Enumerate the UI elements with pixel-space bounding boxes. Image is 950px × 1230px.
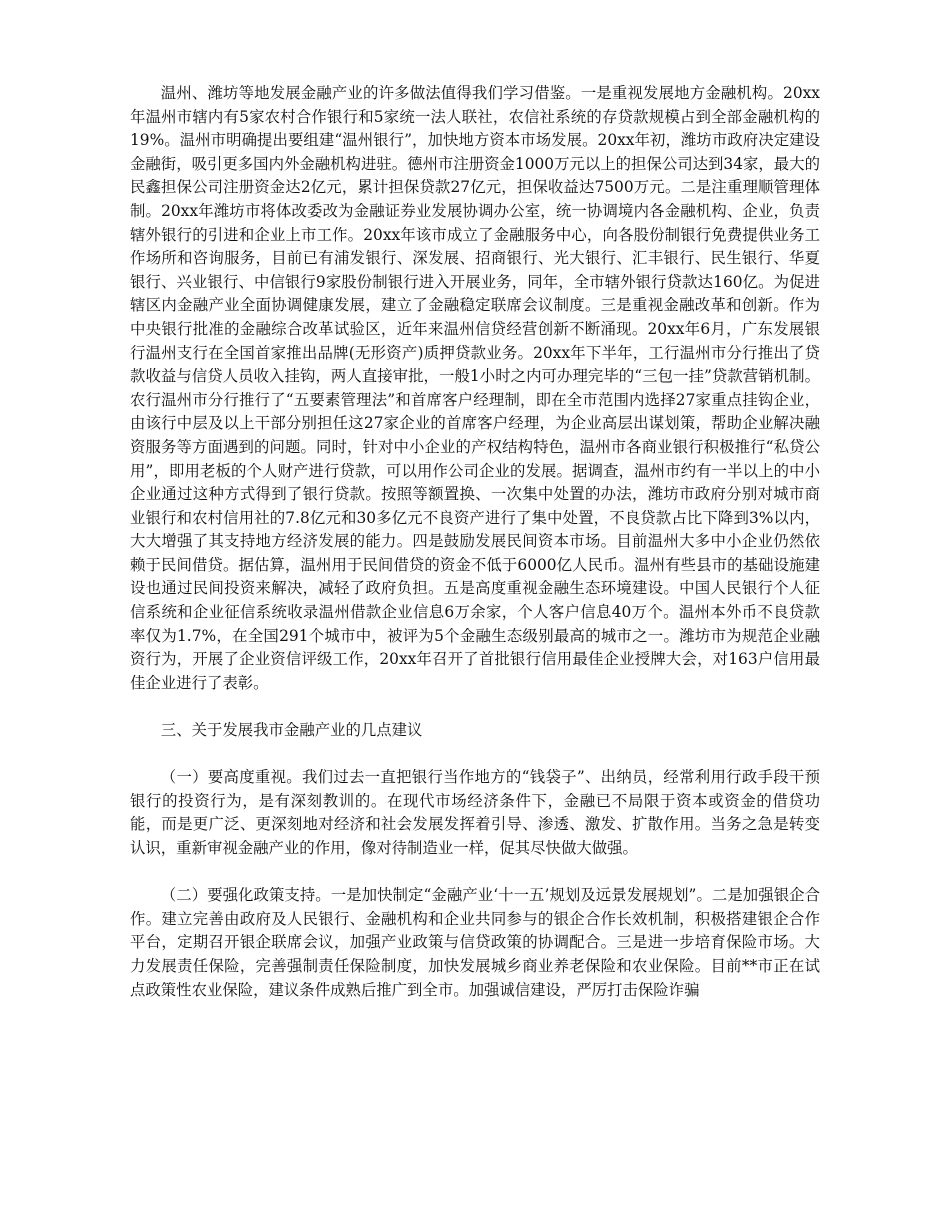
- paragraph-finance-experience: 温州、潍坊等地发展金融产业的许多做法值得我们学习借鉴。一是重视发展地方金融机构。20xx年温州市辖内有5家农村合作银行和5家统一法人联社，农信社系统的存贷款规模占到全部金融机构的19%。温州市明确提出要组建“温州银行”，加快地方资本市场发展。20xx年初，潍坊市政府决定建设金融街，吸引更多国内外金融机构进驻。德州市注册资金1000万元以上的担保公司达到34家，最大的民鑫担保公司注册资金达2亿元，累计担保贷款27亿元，担保收益达7500万元。二是注重理顺管理体制。20xx年潍坊市将体改委改为金融证券业发展协调办公室，统一协调境内各金融机构、企业，负责辖外银行的引进和企业上市工作。20xx年该市成立了金融服务中心，向各股份制银行免费提供业务工作场所和咨询服务，目前已有浦发银行、深发展、招商银行、光大银行、汇丰银行、民生银行、华夏银行、兴业银行、中信银行9家股份制银行进入开展业务，同年，全市辖外银行贷款达160亿。为促进辖区内金融产业全面协调健康发展，建立了金融稳定联席会议制度。三是重视金融改革和创新。作为中央银行批准的金融综合改革试验区，近年来温州信贷经营创新不断涌现。20xx年6月，广东发展银行温州支行在全国首家推出品牌(无形资产)质押贷款业务。20xx年下半年，工行温州市分行推出了贷款收益与信贷人员收入挂钩，两人直接审批，一般1小时之内可办理完毕的“三包一挂”贷款营销机制。农行温州市分行推行了“五要素管理法”和首席客户经理制，即在全市范围内选择27家重点挂钩企业，由该行中层及以上干部分别担任这27家企业的首席客户经理，为企业高层出谋划策，帮助企业解决融资服务等方面遇到的问题。同时，针对中小企业的产权结构特色，温州市各商业银行积极推行“私贷公用”，即用老板的个人财产进行贷款，可以用作公司企业的发展。据调查，温州市约有一半以上的中小企业通过这种方式得到了银行贷款。按照等额置换、一次集中处置的办法，潍坊市政府分别对城市商业银行和农村信用社的7.8亿元和30多亿元不良资产进行了集中处置，不良贷款占比下降到3%以内，大大增强了其支持地方经济发展的能力。四是鼓励发展民间资本市场。目前温州大多中小企业仍然依赖于民间借贷。据估算，温州用于民间借贷的资金不低于6000亿人民币。温州有些县市的基础设施建设也通过民间投资来解决，减轻了政府负担。五是高度重视金融生态环境建设。中国人民银行个人征信系统和企业征信系统收录温州借款企业信息6万余家，个人客户信息40万个。温州本外币不良贷款率仅为1.7%，在全国291个城市中，被评为5个金融生态级别最高的城市之一。潍坊市为规范企业融资行为，开展了企业资信评级工作，20xx年召开了首批银行信用最佳企业授牌大会，对163户信用最佳企业进行了表彰。: [130, 84, 820, 692]
- paragraph-suggestion-2: （二）要强化政策支持。一是加快制定“金融产业‘十一五’规划及远景发展规划”。二是加强银企合作。建立完善由政府及人民银行、金融机构和企业共同参与的银企合作长效机制，积极搭建银企合作平台，定期召开银企联席会议，加强产业政策与信贷政策的协调配合。三是进一步培育保险市场。大力发展责任保险，完善强制责任保险制度，加快发展城乡商业养老保险和农业保险。目前**市正在试点政策性农业保险，建议条件成熟后推广到全市。加强诚信建设，严厉打击保险诈骗: [130, 886, 820, 999]
- paragraph-suggestion-1: （一）要高度重视。我们过去一直把银行当作地方的“钱袋子”、出纳员，经常利用行政手段干预银行的投资行为，是有深刻教训的。在现代市场经济条件下，金融已不局限于资本或资金的借贷功能，而是更广泛、更深刻地对经济和社会发展发挥着引导、渗透、激发、扩散作用。当务之急是转变认识，重新审视金融产业的作用，像对待制造业一样，促其尽快做大做强。: [130, 768, 820, 857]
- section-heading-suggestions: 三、关于发展我市金融产业的几点建议: [160, 721, 423, 740]
- document-body: [130, 82, 820, 1002]
